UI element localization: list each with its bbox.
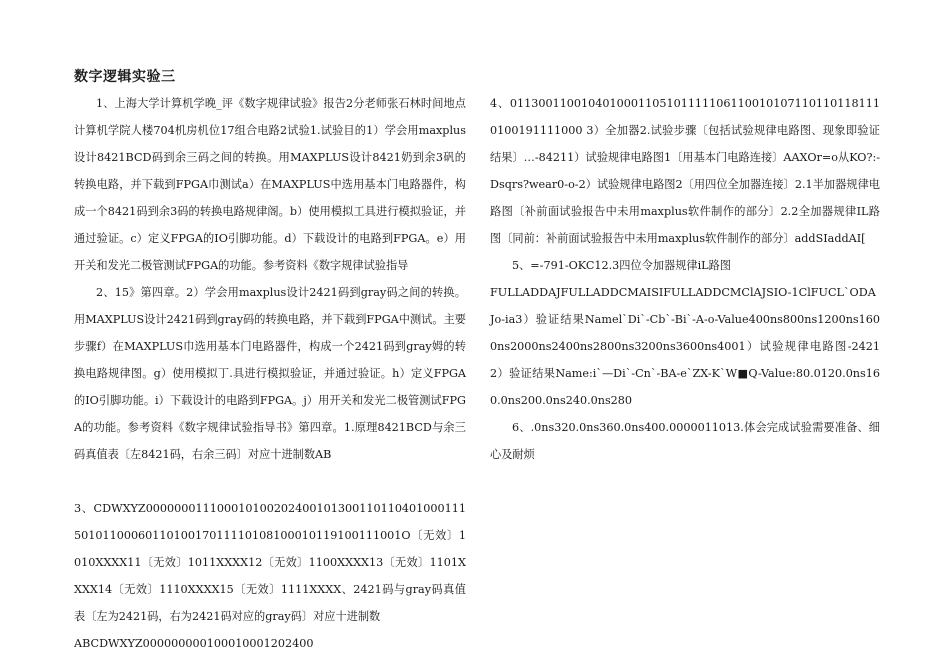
paragraph-7: FULLADDAJFULLADDCMAISIFULLADDCMClAJSIO-1ClFUCL`ODAJo-ia3）验证结果Namel`Di`-Cb`-Bi`-A-o-Value400ns800ns1200ns1600ns2000ns2400ns2800ns3200ns3600ns4001）试验规律电路图-24212）验证结果Name:i`—Di`-Cn`-BA-e`ZX-K`W■Q-Value:80.0120.0ns160.0ns200.0ns240.0ns280: [490, 286, 880, 407]
paragraph-8: 6、.0ns320.0ns360.0ns400.0000011013.体会完成试验需要准备、细心及耐烦: [490, 421, 880, 461]
right-column: [490, 90, 880, 468]
left-column: [74, 90, 466, 657]
paragraph-5: 4、01130011001040100011051011111061100101071101101181110100191111000 3）全加器2.试验步骤〔包括试验规律电路图、现象即验证结果〕…-84211）试验规律电路图1〔用基本门电路连接〕AAXOr=o从KO?:-Dsqrs?wear0-o-2）试验规律电路图2〔用四位全加器连接〕2.1半加器规律电路图〔补前面试验报告中未用maxplus软件制作的部分〕2.2全加器规律IL路图〔同前：补前面试验报告中未用maxplus软件制作的部分〕addSIaddAI[: [490, 97, 880, 245]
paragraph-1: 1、上海大学计算机学晚_评《数字规律试验》报告2分老师张石林时间地点计算机学院人楼704机房机位17组合电路2试验1.试验目的1）学会用maxplus设计8421BCD码到余三码之间的转换。用MAXPLUS设计8421奶到余3矾的转换电路，并下载到FPGA巾测试a）在MAXPLUS中选用基本门电路器件，构成一个8421码到余3码的转换电路规律阁。b）使用模拟工具进行模拟验证，并通过验证。c）定义FPGA的IO引脚功能。d）下载设计的电路到FPGA。e）用开关和发光二极管测试FPGA的功能。参考资料《数字规律试验指导: [74, 97, 466, 272]
paragraph-6: 5、=-791-OKC12.3四位令加器规律iL路图: [512, 259, 731, 272]
page-title: 数字逻辑实验三: [74, 69, 176, 85]
paragraph-4: ABCDWXYZ000000000100010001202400: [74, 637, 314, 650]
paragraph-3: 3、CDWXYZ0000000111000101002024001013001101104010001115010110006011010017011110108100010119100111001O〔无效〕1010XXXX11〔无效〕1011XXXX12〔无效〕1100XXXX13〔无效〕1101XXXX14〔无效〕1110XXXX15〔无效〕1111XXXX、2421码与gray码真值表〔左为2421码，右为2421码对应的gray码〕对应十进制数: [74, 502, 466, 623]
paragraph-gap: [74, 468, 466, 495]
paragraph-2: 2、15》第四章。2）学会用maxplus设计2421码到gray码之间的转换。用MAXPLUS设计2421码到gray码的转换电路，并下载到FPGA中测试。主要步骤f）在MAXPLUS巾选用基本门电路器件，构成一个2421码到gray姆的转换电路规律图。g）使用模拟丁.具进行模拟验证，并通过验证。h）定义FPGA的IO引脚功能。i）下载设计的电路到FPGA。j）用开关和发光二极管测试FPGA的功能。参考资料《数字规律试验指导书》第四章。1.原理8421BCD与余三码真值表〔左8421码，右余三码〕对应十进制数AB: [74, 286, 466, 461]
